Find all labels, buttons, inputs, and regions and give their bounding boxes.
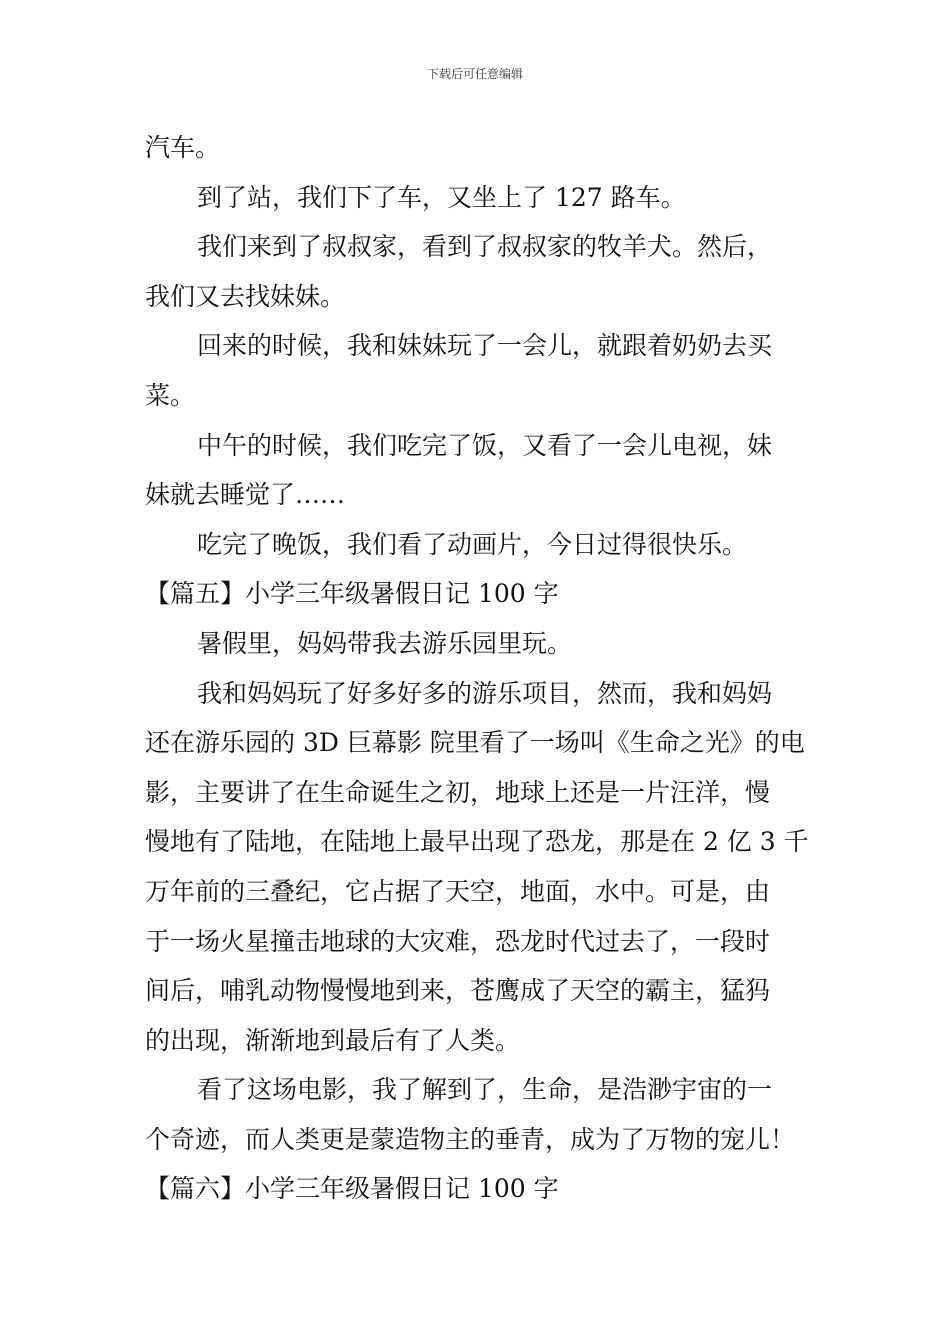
text-line: 慢地有了陆地，在陆地上最早出现了恐龙，那是在 2 亿 3 千 [145,827,809,857]
text-line: 于一场火星撞击地球的大灾难，恐龙时代过去了，一段时 [145,926,771,956]
text-line: 个奇迹，而人类更是蒙造物主的垂青，成为了万物的宠儿！ [145,1124,796,1154]
text-line: 还在游乐园的 3D 巨幕影 院里看了一场叫《生命之光》的电 [145,728,805,758]
text-line: 吃完了晚饭，我们看了动画片，今日过得很快乐。 [197,529,748,559]
text-line: 我们又去找妹妹。 [145,281,346,311]
text-line: 到了站，我们下了车，又坐上了 127 路车。 [197,182,686,212]
text-line: 影，主要讲了在生命诞生之初，地球上还是一片汪洋，慢 [145,777,771,807]
text-line: 看了这场电影，我了解到了，生命，是浩渺宇宙的一 [197,1075,773,1105]
text-line: 妹就去睡觉了…… [145,480,346,510]
text-line: 我们来到了叔叔家，看到了叔叔家的牧羊犬。然后， [197,232,773,262]
text-line: 菜。 [145,380,196,410]
page-header: 下载后可任意编辑 [426,67,523,81]
document-body [145,128,810,1219]
text-line: 中午的时候，我们吃完了饭，又看了一会儿电视，妹 [197,430,773,460]
text-line: 暑假里，妈妈带我去游乐园里玩。 [197,628,573,658]
text-line: 的出现，渐渐地到最后有了人类。 [145,1025,521,1055]
text-line: 我和妈妈玩了好多好多的游乐项目，然而，我和妈妈 [197,678,773,708]
text-line: 回来的时候，我和妹妹玩了一会儿，就跟着奶奶去买 [197,331,773,361]
section-heading-6: 【篇六】小学三年级暑假日记 100 字 [145,1174,559,1204]
text-line: 间后，哺乳动物慢慢地到来，苍鹰成了天空的霸主，猛犸 [145,976,771,1006]
text-line: 汽车。 [145,133,221,162]
text-line: 万年前的三叠纪，它占据了天空，地面，水中。可是，由 [145,876,771,906]
section-heading-5: 【篇五】小学三年级暑假日记 100 字 [145,579,559,609]
